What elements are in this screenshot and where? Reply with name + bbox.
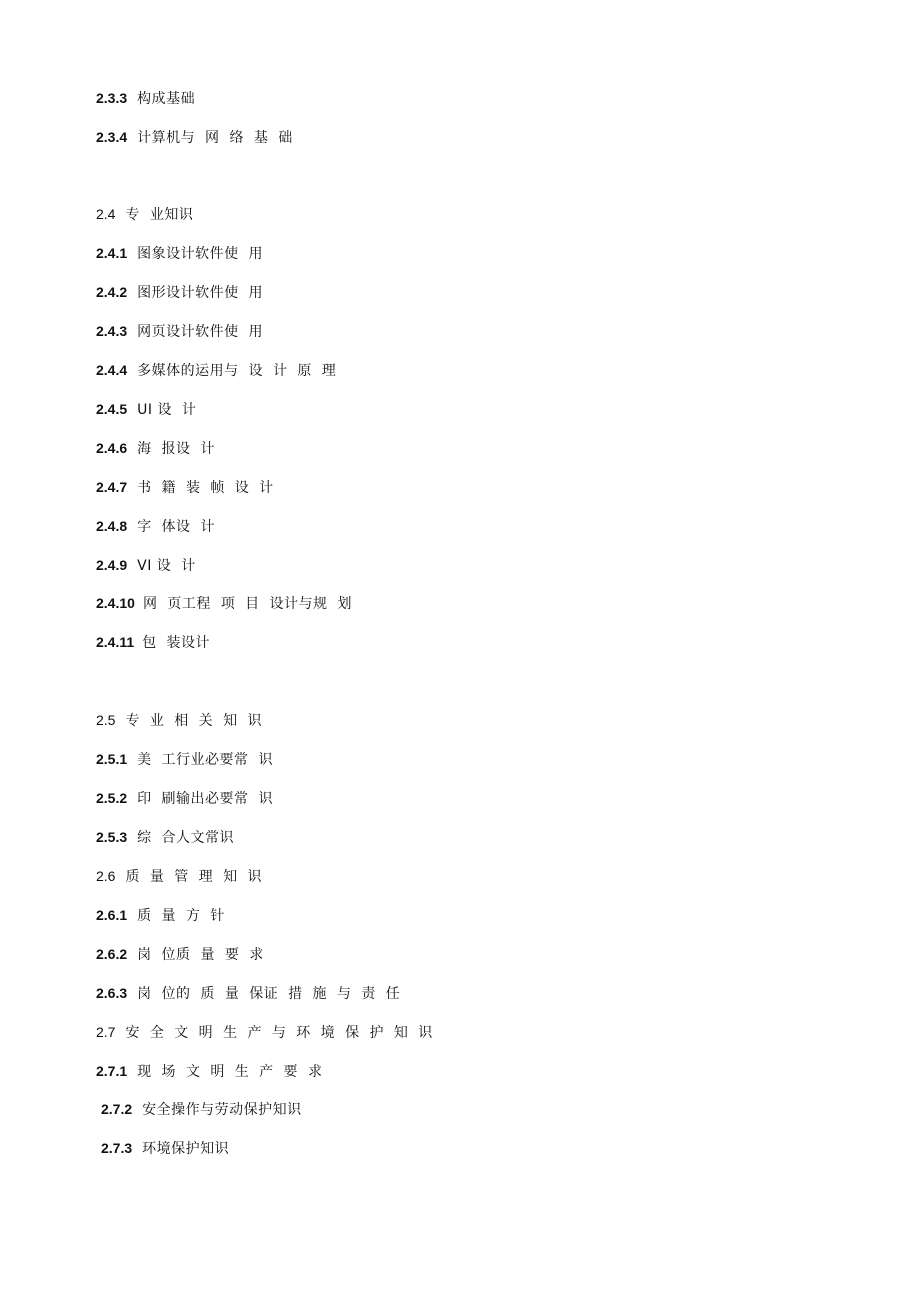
- section-text: 专 业知识: [125, 207, 194, 223]
- entry-number: 2.6.1: [96, 907, 128, 923]
- entry-text: 图形设计软件使 用: [137, 285, 264, 301]
- toc-entry-2-4-8: [96, 515, 215, 537]
- section-number: 2.5: [96, 712, 116, 728]
- entry-text: 岗 位质 量 要 求: [137, 947, 264, 963]
- entry-number: 2.4.10: [96, 595, 135, 611]
- toc-entry-2-5-3: [96, 826, 234, 848]
- entry-number: 2.5.1: [96, 751, 128, 767]
- entry-number: 2.6.2: [96, 946, 128, 962]
- toc-entry-2-7-3: [101, 1137, 229, 1159]
- toc-section-2-4: [96, 203, 193, 225]
- toc-entry-2-4-11: [96, 631, 210, 653]
- entry-text: 环境保护知识: [142, 1141, 230, 1157]
- entry-number: 2.4.2: [96, 284, 128, 300]
- entry-text: 包 装设计: [142, 635, 211, 651]
- entry-number: 2.5.3: [96, 829, 128, 845]
- entry-text: 网页设计软件使 用: [137, 324, 264, 340]
- entry-text: 现 场 文 明 生 产 要 求: [137, 1064, 323, 1080]
- toc-entry-2-6-1: [96, 904, 225, 926]
- toc-entry-2-4-1: [96, 242, 263, 264]
- toc-entry-2-3-4: [96, 126, 293, 148]
- entry-text: 计算机与 网 络 基 础: [137, 130, 293, 146]
- entry-number: 2.4.8: [96, 518, 128, 534]
- entry-text: 多媒体的运用与 设 计 原 理: [137, 363, 337, 379]
- entry-number: 2.4.4: [96, 362, 128, 378]
- entry-text: 印 刷输出必要常 识: [137, 791, 273, 807]
- entry-number: 2.7.3: [101, 1140, 133, 1156]
- entry-number: 2.4.9: [96, 557, 128, 573]
- entry-number: 2.7.1: [96, 1063, 128, 1079]
- section-number: 2.7: [96, 1024, 116, 1040]
- entry-number: 2.7.2: [101, 1101, 133, 1117]
- toc-entry-2-4-4: [96, 359, 336, 381]
- entry-number: 2.4.3: [96, 323, 128, 339]
- entry-text: 图象设计软件使 用: [137, 246, 264, 262]
- toc-entry-2-4-3: [96, 320, 263, 342]
- entry-text: VI 设 计: [137, 558, 196, 574]
- entry-text: UI 设 计: [137, 402, 197, 418]
- toc-entry-2-4-2: [96, 281, 263, 303]
- entry-text: 质 量 方 针: [137, 908, 225, 924]
- entry-number: 2.3.3: [96, 90, 128, 106]
- toc-section-2-6: [96, 865, 262, 887]
- toc-entry-2-4-6: [96, 437, 215, 459]
- entry-text: 美 工行业必要常 识: [137, 752, 273, 768]
- toc-entry-2-5-2: [96, 787, 273, 809]
- entry-text: 安全操作与劳动保护知识: [142, 1102, 302, 1118]
- toc-section-2-7: [96, 1021, 433, 1043]
- section-text: 专 业 相 关 知 识: [125, 713, 262, 729]
- toc-entry-2-4-10: [96, 592, 352, 614]
- toc-section-2-5: [96, 709, 262, 731]
- toc-entry-2-7-1: [96, 1060, 322, 1082]
- toc-entry-2-4-5: [96, 398, 196, 420]
- toc-entry-2-6-2: [96, 943, 264, 965]
- entry-text: 网 页工程 项 目 设计与规 划: [142, 596, 352, 612]
- entry-number: 2.4.1: [96, 245, 128, 261]
- section-number: 2.4: [96, 206, 116, 222]
- entry-number: 2.4.5: [96, 401, 128, 417]
- entry-text: 书 籍 装 帧 设 计: [137, 480, 274, 496]
- toc-entry-2-3-3: [96, 87, 195, 109]
- toc-entry-2-6-3: [96, 982, 400, 1004]
- section-text: 质 量 管 理 知 识: [125, 869, 262, 885]
- entry-number: 2.6.3: [96, 985, 128, 1001]
- toc-entry-2-5-1: [96, 748, 273, 770]
- entry-number: 2.3.4: [96, 129, 128, 145]
- entry-number: 2.5.2: [96, 790, 128, 806]
- entry-text: 岗 位的 质 量 保证 措 施 与 责 任: [137, 986, 401, 1002]
- entry-text: 海 报设 计: [137, 441, 215, 457]
- entry-text: 综 合人文常识: [137, 830, 235, 846]
- section-text: 安 全 文 明 生 产 与 环 境 保 护 知 识: [125, 1025, 433, 1041]
- entry-number: 2.4.11: [96, 634, 135, 650]
- section-number: 2.6: [96, 868, 116, 884]
- toc-entry-2-7-2: [101, 1098, 302, 1120]
- entry-number: 2.4.6: [96, 440, 128, 456]
- toc-entry-2-4-7: [96, 476, 274, 498]
- entry-text: 构成基础: [137, 91, 196, 107]
- toc-entry-2-4-9: [96, 554, 196, 576]
- entry-text: 字 体设 计: [137, 519, 215, 535]
- entry-number: 2.4.7: [96, 479, 128, 495]
